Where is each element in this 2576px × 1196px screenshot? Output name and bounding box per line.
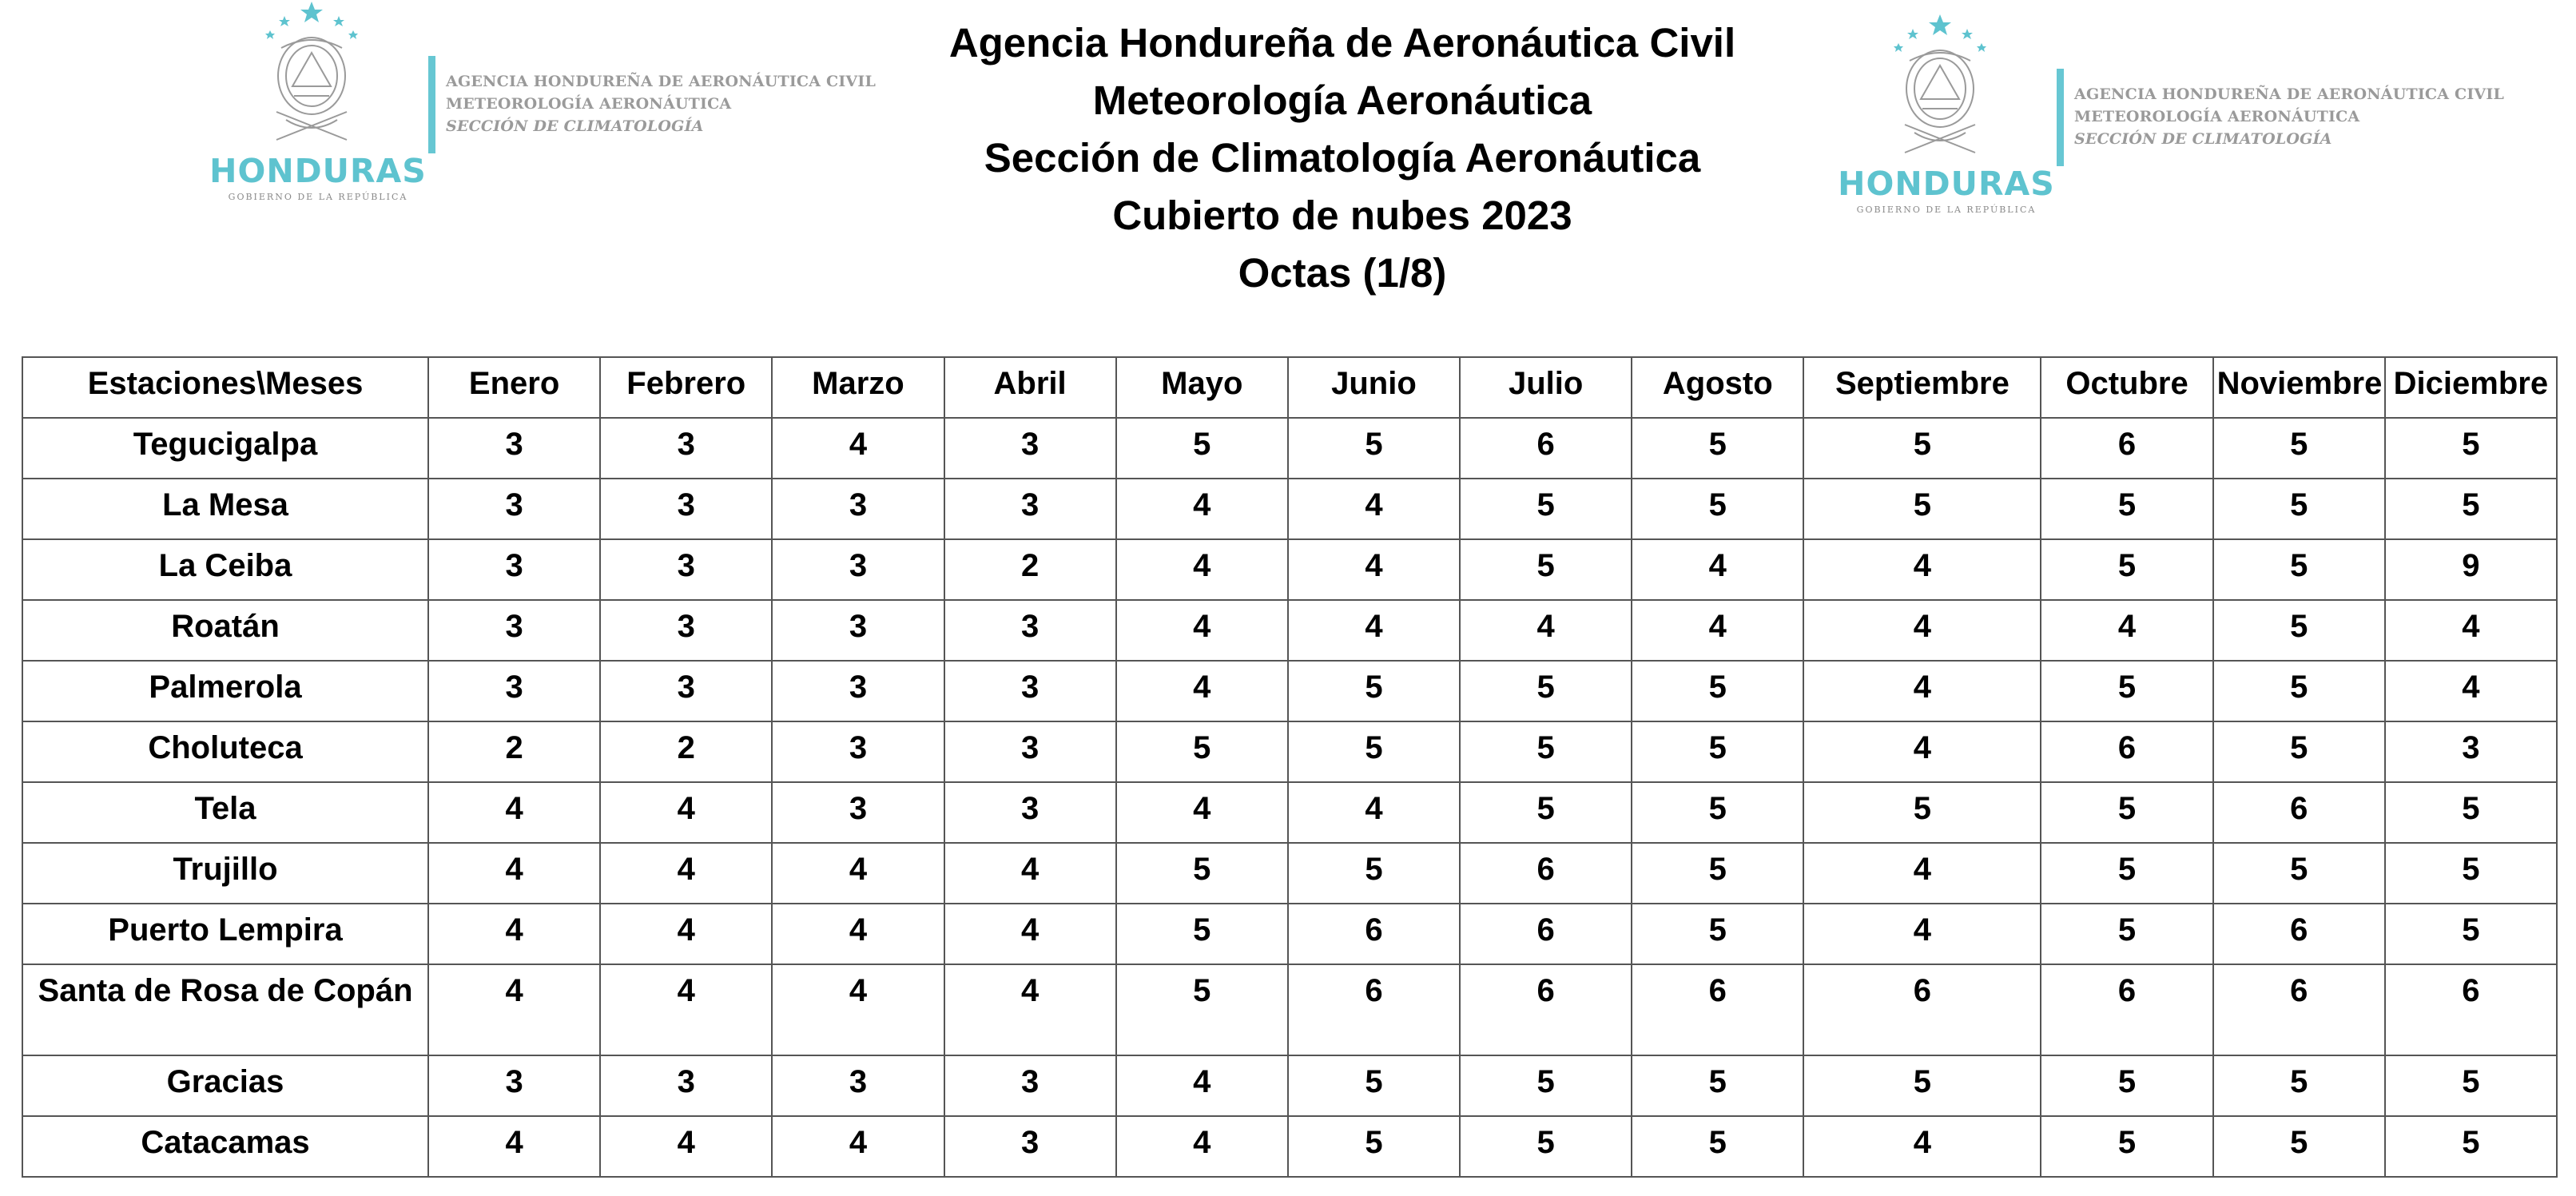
- value-cell: 9: [2385, 539, 2557, 600]
- value-cell: 3: [772, 661, 944, 721]
- value-cell: 3: [600, 418, 772, 479]
- value-cell: 4: [2385, 661, 2557, 721]
- station-name-cell: Catacamas: [22, 1116, 428, 1177]
- logo-line-2: METEOROLOGÍA AERONÁUTICA: [446, 95, 732, 113]
- title-line-unit: Octas (1/8): [1238, 250, 1447, 296]
- value-cell: 2: [600, 721, 772, 782]
- value-cell: 5: [1288, 1116, 1460, 1177]
- value-cell: 5: [2213, 1116, 2385, 1177]
- value-cell: 5: [2041, 661, 2212, 721]
- logo-brand: HONDURAS: [1838, 165, 2055, 203]
- value-cell: 5: [1288, 1055, 1460, 1116]
- value-cell: 6: [1803, 964, 2041, 1055]
- value-cell: 4: [1288, 479, 1460, 539]
- station-name-cell: Gracias: [22, 1055, 428, 1116]
- value-cell: 5: [1632, 479, 1803, 539]
- value-cell: 3: [944, 418, 1116, 479]
- column-header: Marzo: [772, 357, 944, 418]
- table-row: [22, 721, 2557, 782]
- value-cell: 4: [600, 843, 772, 904]
- value-cell: 4: [772, 843, 944, 904]
- value-cell: 6: [2041, 964, 2212, 1055]
- value-cell: 2: [944, 539, 1116, 600]
- value-cell: 5: [1803, 1055, 2041, 1116]
- logo-brand: HONDURAS: [209, 152, 427, 190]
- cloud-cover-table: [22, 356, 2558, 1178]
- station-name-cell: La Mesa: [22, 479, 428, 539]
- value-cell: 4: [428, 904, 600, 964]
- value-cell: 3: [600, 661, 772, 721]
- column-header: Julio: [1460, 357, 1632, 418]
- column-header: Diciembre: [2385, 357, 2557, 418]
- value-cell: 4: [1803, 661, 2041, 721]
- logo-divider: [428, 56, 435, 153]
- value-cell: 3: [2385, 721, 2557, 782]
- logo-line-3: SECCIÓN DE CLIMATOLOGÍA: [2074, 130, 2332, 148]
- value-cell: 4: [600, 782, 772, 843]
- value-cell: 6: [1460, 418, 1632, 479]
- table-row: [22, 843, 2557, 904]
- logo-line-1: AGENCIA HONDUREÑA DE AERONÁUTICA CIVIL: [446, 73, 877, 90]
- value-cell: 5: [2041, 1055, 2212, 1116]
- table-row: [22, 661, 2557, 721]
- value-cell: 4: [772, 1116, 944, 1177]
- column-header: Febrero: [600, 357, 772, 418]
- value-cell: 4: [1632, 600, 1803, 661]
- value-cell: 6: [1460, 904, 1632, 964]
- value-cell: 3: [944, 479, 1116, 539]
- station-name-cell: Palmerola: [22, 661, 428, 721]
- value-cell: 6: [2213, 964, 2385, 1055]
- value-cell: 6: [2041, 721, 2212, 782]
- value-cell: 6: [1460, 964, 1632, 1055]
- value-cell: 3: [600, 539, 772, 600]
- title-line-section: Sección de Climatología Aeronáutica: [984, 135, 1701, 181]
- value-cell: 5: [2213, 661, 2385, 721]
- value-cell: 3: [428, 661, 600, 721]
- table-row: [22, 964, 2557, 1055]
- value-cell: 4: [1803, 904, 2041, 964]
- value-cell: 4: [944, 843, 1116, 904]
- value-cell: 5: [1460, 1116, 1632, 1177]
- title-line-department: Meteorología Aeronáutica: [1092, 77, 1592, 123]
- logo-agency-text: [2074, 83, 2522, 150]
- value-cell: 4: [1803, 600, 2041, 661]
- value-cell: 6: [2385, 964, 2557, 1055]
- station-name-cell: Santa de Rosa de Copán: [22, 964, 428, 1055]
- table-row: [22, 539, 2557, 600]
- value-cell: 3: [428, 600, 600, 661]
- value-cell: 5: [1803, 418, 2041, 479]
- title-line-subject: Cubierto de nubes 2023: [1112, 193, 1572, 238]
- column-header: Estaciones\Meses: [22, 357, 428, 418]
- value-cell: 4: [600, 1116, 772, 1177]
- value-cell: 5: [1632, 843, 1803, 904]
- value-cell: 4: [1116, 782, 1288, 843]
- table-header-row: [22, 357, 2557, 418]
- value-cell: 3: [944, 600, 1116, 661]
- value-cell: 4: [1116, 1055, 1288, 1116]
- column-header: Septiembre: [1803, 357, 2041, 418]
- value-cell: 4: [1288, 782, 1460, 843]
- value-cell: 4: [1803, 1116, 2041, 1177]
- value-cell: 4: [1632, 539, 1803, 600]
- value-cell: 3: [428, 479, 600, 539]
- value-cell: 5: [1632, 782, 1803, 843]
- value-cell: 6: [2041, 418, 2212, 479]
- value-cell: 5: [1460, 782, 1632, 843]
- value-cell: 3: [600, 600, 772, 661]
- value-cell: 5: [1803, 782, 2041, 843]
- value-cell: 3: [600, 1055, 772, 1116]
- value-cell: 5: [1632, 904, 1803, 964]
- value-cell: 5: [2041, 1116, 2212, 1177]
- value-cell: 6: [2213, 904, 2385, 964]
- logo-divider: [2057, 69, 2064, 166]
- value-cell: 5: [2213, 600, 2385, 661]
- value-cell: 5: [2213, 418, 2385, 479]
- value-cell: 5: [2213, 479, 2385, 539]
- value-cell: 5: [2213, 1055, 2385, 1116]
- value-cell: 5: [1632, 1116, 1803, 1177]
- value-cell: 5: [1116, 904, 1288, 964]
- table-row: [22, 418, 2557, 479]
- value-cell: 4: [1460, 600, 1632, 661]
- station-name-cell: Roatán: [22, 600, 428, 661]
- value-cell: 5: [1460, 1055, 1632, 1116]
- value-cell: 3: [772, 479, 944, 539]
- table-row: [22, 600, 2557, 661]
- document-title: [799, 14, 1886, 302]
- value-cell: 3: [944, 1116, 1116, 1177]
- table-row: [22, 904, 2557, 964]
- column-header: Octubre: [2041, 357, 2212, 418]
- value-cell: 3: [772, 600, 944, 661]
- value-cell: 4: [944, 904, 1116, 964]
- column-header: Enero: [428, 357, 600, 418]
- value-cell: 4: [1803, 539, 2041, 600]
- value-cell: 4: [428, 782, 600, 843]
- title-line-agency: Agencia Hondureña de Aeronáutica Civil: [948, 20, 1736, 66]
- value-cell: 5: [2385, 418, 2557, 479]
- station-name-cell: Tela: [22, 782, 428, 843]
- value-cell: 3: [428, 1055, 600, 1116]
- value-cell: 5: [1460, 661, 1632, 721]
- value-cell: 4: [1116, 539, 1288, 600]
- logo-line-2: METEOROLOGÍA AERONÁUTICA: [2074, 108, 2360, 125]
- value-cell: 4: [944, 964, 1116, 1055]
- value-cell: 5: [1803, 479, 2041, 539]
- value-cell: 5: [2213, 539, 2385, 600]
- table-row: [22, 782, 2557, 843]
- value-cell: 3: [944, 661, 1116, 721]
- value-cell: 3: [772, 782, 944, 843]
- value-cell: 2: [428, 721, 600, 782]
- station-name-cell: La Ceiba: [22, 539, 428, 600]
- value-cell: 4: [2385, 600, 2557, 661]
- value-cell: 5: [1116, 418, 1288, 479]
- value-cell: 5: [2385, 1055, 2557, 1116]
- value-cell: 6: [1288, 964, 1460, 1055]
- value-cell: 4: [772, 964, 944, 1055]
- value-cell: 5: [2213, 843, 2385, 904]
- value-cell: 5: [2041, 782, 2212, 843]
- station-name-cell: Trujillo: [22, 843, 428, 904]
- value-cell: 4: [1803, 843, 2041, 904]
- station-name-cell: Choluteca: [22, 721, 428, 782]
- value-cell: 6: [2213, 782, 2385, 843]
- value-cell: 4: [600, 904, 772, 964]
- logo-subtitle: GOBIERNO DE LA REPÚBLICA: [228, 192, 408, 202]
- value-cell: 5: [1288, 418, 1460, 479]
- value-cell: 4: [1116, 479, 1288, 539]
- table-row: [22, 1116, 2557, 1177]
- value-cell: 4: [428, 843, 600, 904]
- value-cell: 5: [1460, 539, 1632, 600]
- value-cell: 3: [428, 539, 600, 600]
- value-cell: 5: [2041, 479, 2212, 539]
- value-cell: 5: [1116, 964, 1288, 1055]
- value-cell: 5: [2385, 782, 2557, 843]
- value-cell: 5: [1288, 843, 1460, 904]
- column-header: Mayo: [1116, 357, 1288, 418]
- value-cell: 3: [772, 721, 944, 782]
- value-cell: 5: [2213, 721, 2385, 782]
- value-cell: 3: [600, 479, 772, 539]
- value-cell: 5: [2385, 1116, 2557, 1177]
- value-cell: 5: [1116, 721, 1288, 782]
- value-cell: 5: [1288, 721, 1460, 782]
- table-row: [22, 1055, 2557, 1116]
- table-row: [22, 479, 2557, 539]
- logo-line-3: SECCIÓN DE CLIMATOLOGÍA: [446, 117, 704, 135]
- value-cell: 4: [1288, 600, 1460, 661]
- value-cell: 5: [2041, 843, 2212, 904]
- value-cell: 6: [1288, 904, 1460, 964]
- column-header: Agosto: [1632, 357, 1803, 418]
- column-header: Abril: [944, 357, 1116, 418]
- station-name-cell: Puerto Lempira: [22, 904, 428, 964]
- value-cell: 5: [1632, 721, 1803, 782]
- value-cell: 5: [1632, 418, 1803, 479]
- value-cell: 5: [1288, 661, 1460, 721]
- value-cell: 4: [2041, 600, 2212, 661]
- station-name-cell: Tegucigalpa: [22, 418, 428, 479]
- value-cell: 4: [772, 904, 944, 964]
- value-cell: 5: [2385, 904, 2557, 964]
- value-cell: 5: [2041, 539, 2212, 600]
- value-cell: 4: [1288, 539, 1460, 600]
- value-cell: 3: [772, 1055, 944, 1116]
- value-cell: 4: [772, 418, 944, 479]
- logo-subtitle: GOBIERNO DE LA REPÚBLICA: [1856, 205, 2037, 215]
- value-cell: 4: [1116, 600, 1288, 661]
- value-cell: 3: [772, 539, 944, 600]
- value-cell: 5: [1460, 721, 1632, 782]
- value-cell: 4: [600, 964, 772, 1055]
- value-cell: 3: [944, 721, 1116, 782]
- value-cell: 4: [1116, 1116, 1288, 1177]
- value-cell: 5: [1116, 843, 1288, 904]
- logo-line-1: AGENCIA HONDUREÑA DE AERONÁUTICA CIVIL: [2074, 85, 2505, 103]
- value-cell: 4: [428, 1116, 600, 1177]
- column-header: Noviembre: [2213, 357, 2385, 418]
- column-header: Junio: [1288, 357, 1460, 418]
- value-cell: 5: [1460, 479, 1632, 539]
- value-cell: 4: [1803, 721, 2041, 782]
- value-cell: 3: [428, 418, 600, 479]
- value-cell: 4: [428, 964, 600, 1055]
- value-cell: 5: [1632, 1055, 1803, 1116]
- value-cell: 6: [1632, 964, 1803, 1055]
- value-cell: 3: [944, 782, 1116, 843]
- value-cell: 3: [944, 1055, 1116, 1116]
- value-cell: 5: [1632, 661, 1803, 721]
- value-cell: 5: [2385, 479, 2557, 539]
- value-cell: 5: [2041, 904, 2212, 964]
- value-cell: 4: [1116, 661, 1288, 721]
- value-cell: 5: [2385, 843, 2557, 904]
- value-cell: 6: [1460, 843, 1632, 904]
